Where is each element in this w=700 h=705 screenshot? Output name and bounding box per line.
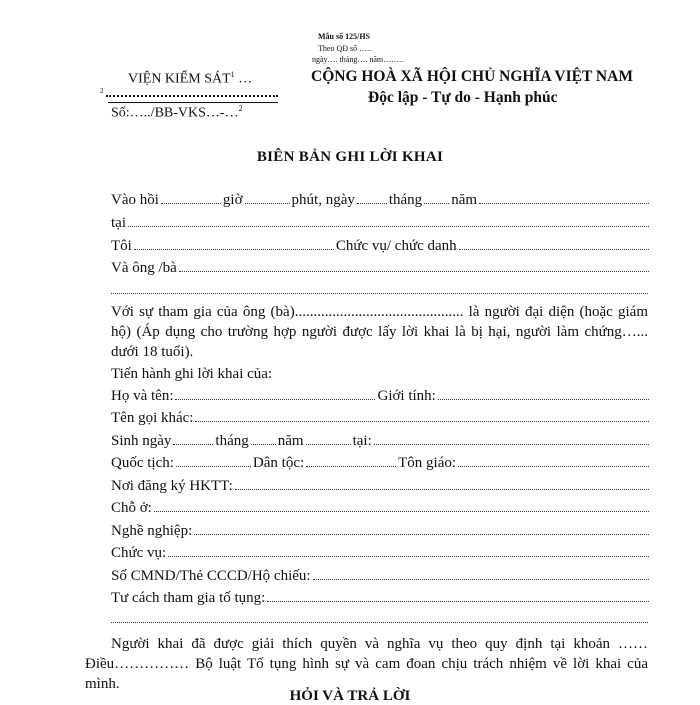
place-line: tại xyxy=(111,213,651,233)
name-line: Họ và tên: Giới tính: xyxy=(111,386,651,406)
agency-name: VIỆN KIỂM SÁT$^1$ … xyxy=(128,70,253,87)
position-line: Chức vụ: xyxy=(111,543,651,563)
occupation-line: Nghề nghiệp: xyxy=(111,521,651,541)
registration-line: Nơi đăng ký HKTT: xyxy=(111,476,651,496)
residence-line: Chỗ ở: xyxy=(111,498,651,518)
qa-heading: HỎI VÀ TRẢ LỜI xyxy=(289,688,411,704)
footnote-mark-2: 2 xyxy=(100,87,104,95)
form-number: Mẫu số 125/HS xyxy=(318,32,371,41)
blank-line-2 xyxy=(111,622,648,623)
officer-line: Tôi Chức vụ/ chức danh xyxy=(111,236,651,256)
birth-line: Sinh ngày tháng năm tại: xyxy=(111,431,651,451)
alias-line: Tên gọi khác: xyxy=(111,408,651,428)
blank-line xyxy=(111,293,648,294)
agency-dotted-line xyxy=(106,95,278,97)
rights-paragraph: Người khai đã được giải thích quyền và nghĩa vụ theo quy định tại khoản …… Điều…………… Bộ luật Tố tụng hình sự và cam đoan chịu trách nhiệm về lời khai của mình. xyxy=(85,636,648,692)
form-reference-date: ngày…. tháng…. năm…….. xyxy=(312,55,404,64)
document-title: BIÊN BẢN GHI LỜI KHAI xyxy=(256,149,444,165)
role-line: Tư cách tham gia tố tụng: xyxy=(111,588,651,608)
document-number-rule xyxy=(108,102,278,103)
id-number-line: Số CMND/Thẻ CCCD/Hộ chiếu: xyxy=(111,566,651,586)
nationality-line: Quốc tịch: Dân tộc: Tôn giáo: xyxy=(111,453,651,473)
national-name: CỘNG HOÀ XÃ HỘI CHỦ NGHĨA VIỆT NAM xyxy=(311,68,633,85)
document-number: Số:…../BB-VKS…-…$^2$ xyxy=(111,104,243,121)
form-reference: Theo QĐ số ….. xyxy=(318,44,372,53)
participation-paragraph: Với sự tham gia của ông (bà)............................................. là người đại diện (hoặc giám hộ) (Áp dụng cho trường hợp người được lấy lời khai là bị hại, người làm chứng…... dưới 18 tuổi). xyxy=(111,304,648,360)
proceed-line: Tiến hành ghi lời khai của: xyxy=(111,366,273,382)
national-motto: Độc lập - Tự do - Hạnh phúc xyxy=(368,89,558,106)
with-person-line: Và ông /bà xyxy=(111,258,651,278)
footnote-mark-1: 1 xyxy=(230,70,235,79)
time-line: Vào hồi giờ phút, ngày tháng năm xyxy=(111,190,651,210)
